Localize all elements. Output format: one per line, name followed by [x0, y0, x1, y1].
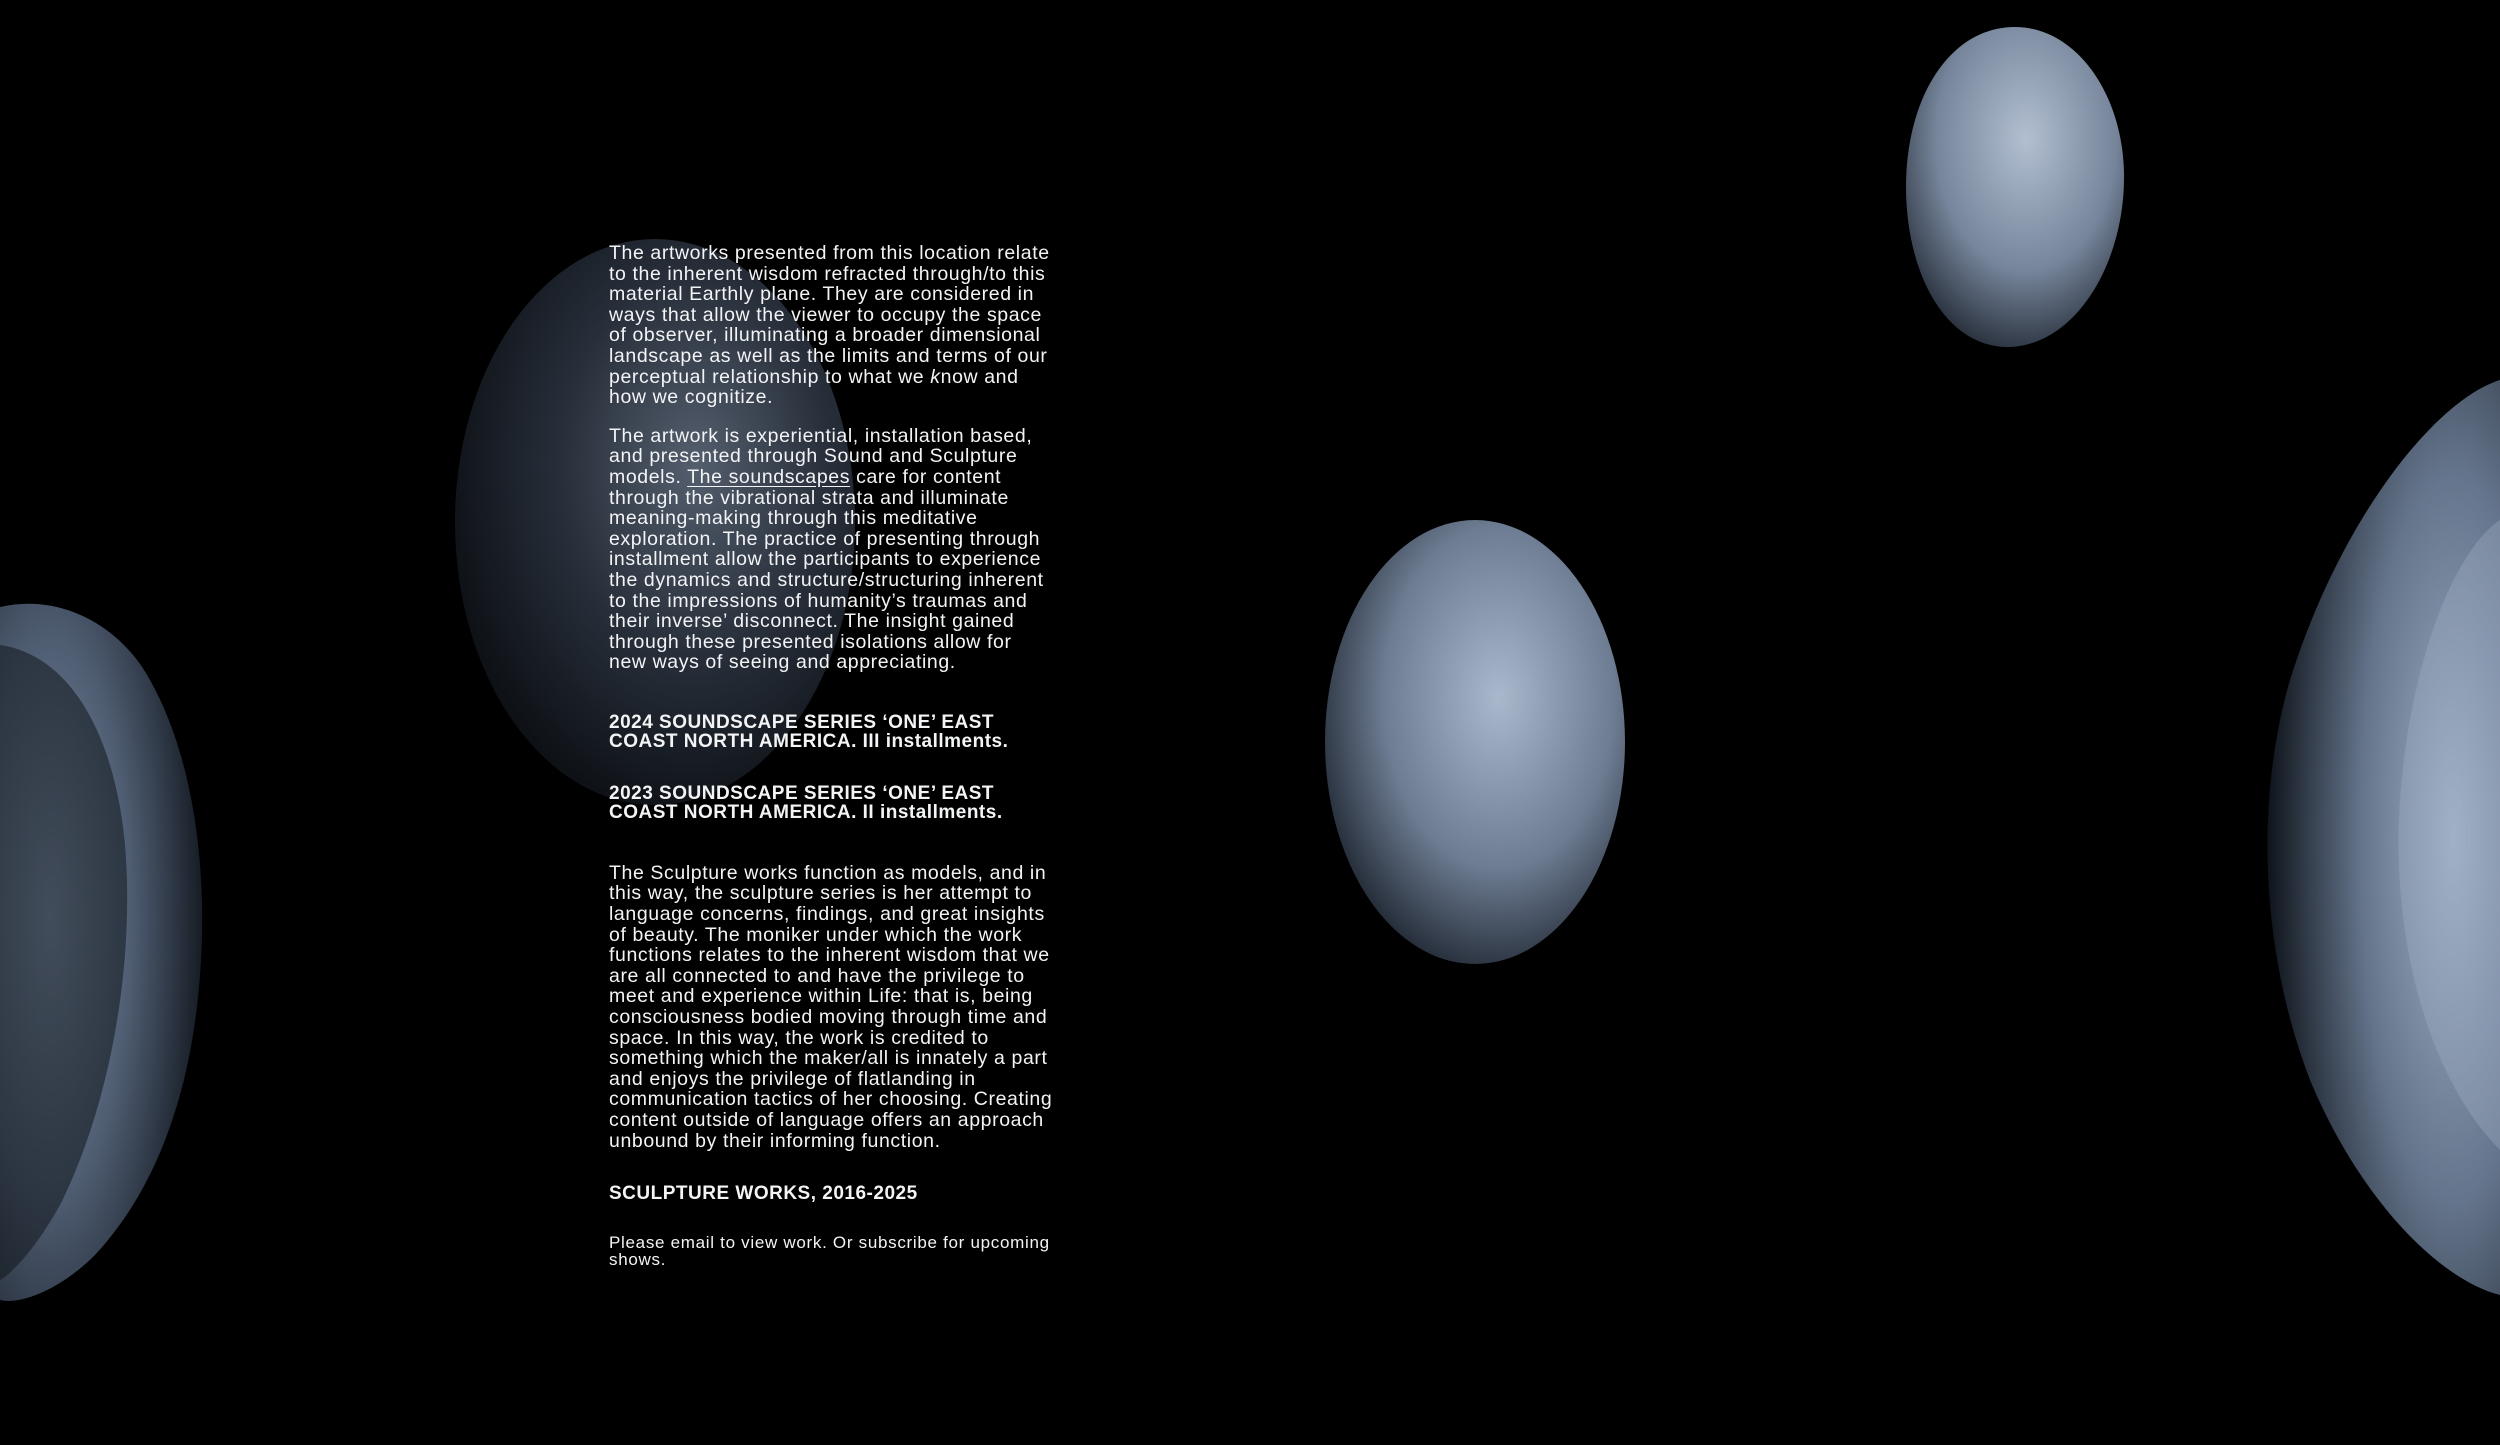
stone-sculpture-center [1320, 515, 1630, 970]
intro-paragraph-text: The artworks presented from this location relate to the inherent wisdom refracted through/to this material Earthly plane. They are considered in ways that allow the viewer to occupy the space of observer, illuminating a broader dimensional landscape as well as the limits and terms of our perceptual relationship to what we [609, 242, 1050, 388]
stone-sculpture-top-right [1900, 22, 2130, 352]
statement-text-column [609, 243, 1054, 1268]
intro-paragraph-ending: and how we cognitize. [609, 365, 1019, 409]
practice-paragraph-continued: care for content through the vibrational strata and illuminate meaning-making through this meditative exploration. The practice of presenting through installment allow the participants to experience the dynamics and structure/structuring inherent to the impressions of humanity’s traumas and their inverse’ disconnect. The insight gained through these presented isolations allow for new ways of seeing and appreciating. [609, 465, 1044, 674]
contact-note: Please email to view work. Or subscribe for upcoming shows. [609, 1232, 1050, 1269]
emphasis-letter: k [930, 365, 941, 388]
heading-sculpture-works: SCULPTURE WORKS, 2016-2025 [609, 1183, 918, 1205]
stone-sculpture-left [0, 585, 210, 1305]
intro-paragraph-word-end: now [940, 365, 979, 388]
practice-paragraph-text: The artwork is experiential, installation based, and presented through Sound and Sculpture models. [609, 424, 1033, 488]
stone-sculpture-right [2250, 380, 2500, 1300]
intro-paragraph [609, 243, 1054, 408]
heading-2024-soundscape: 2024 SOUNDSCAPE SERIES ‘ONE’ EAST COAST NORTH AMERICA. III installments. [609, 711, 1009, 753]
heading-2023-soundscape: 2023 SOUNDSCAPE SERIES ‘ONE’ EAST COAST NORTH AMERICA. II installments. [609, 782, 1003, 824]
soundscapes-link[interactable]: The soundscapes [687, 465, 851, 488]
practice-paragraph [609, 426, 1054, 673]
sculpture-paragraph: The Sculpture works function as models, and in this way, the sculpture series is her attempt to language concerns, findings, and great insights of beauty. The moniker under which the work functions relates to the inherent wisdom that we are all connected to and have the privilege to meet and experience within Life: that is, being consciousness bodied moving through time and space. In this way, the work is credited to something which the maker/all is innately a part and enjoys the privilege of flatlanding in communication tactics of her choosing. Creating content outside of language offers an approach unbound by their informing function. [609, 861, 1053, 1152]
